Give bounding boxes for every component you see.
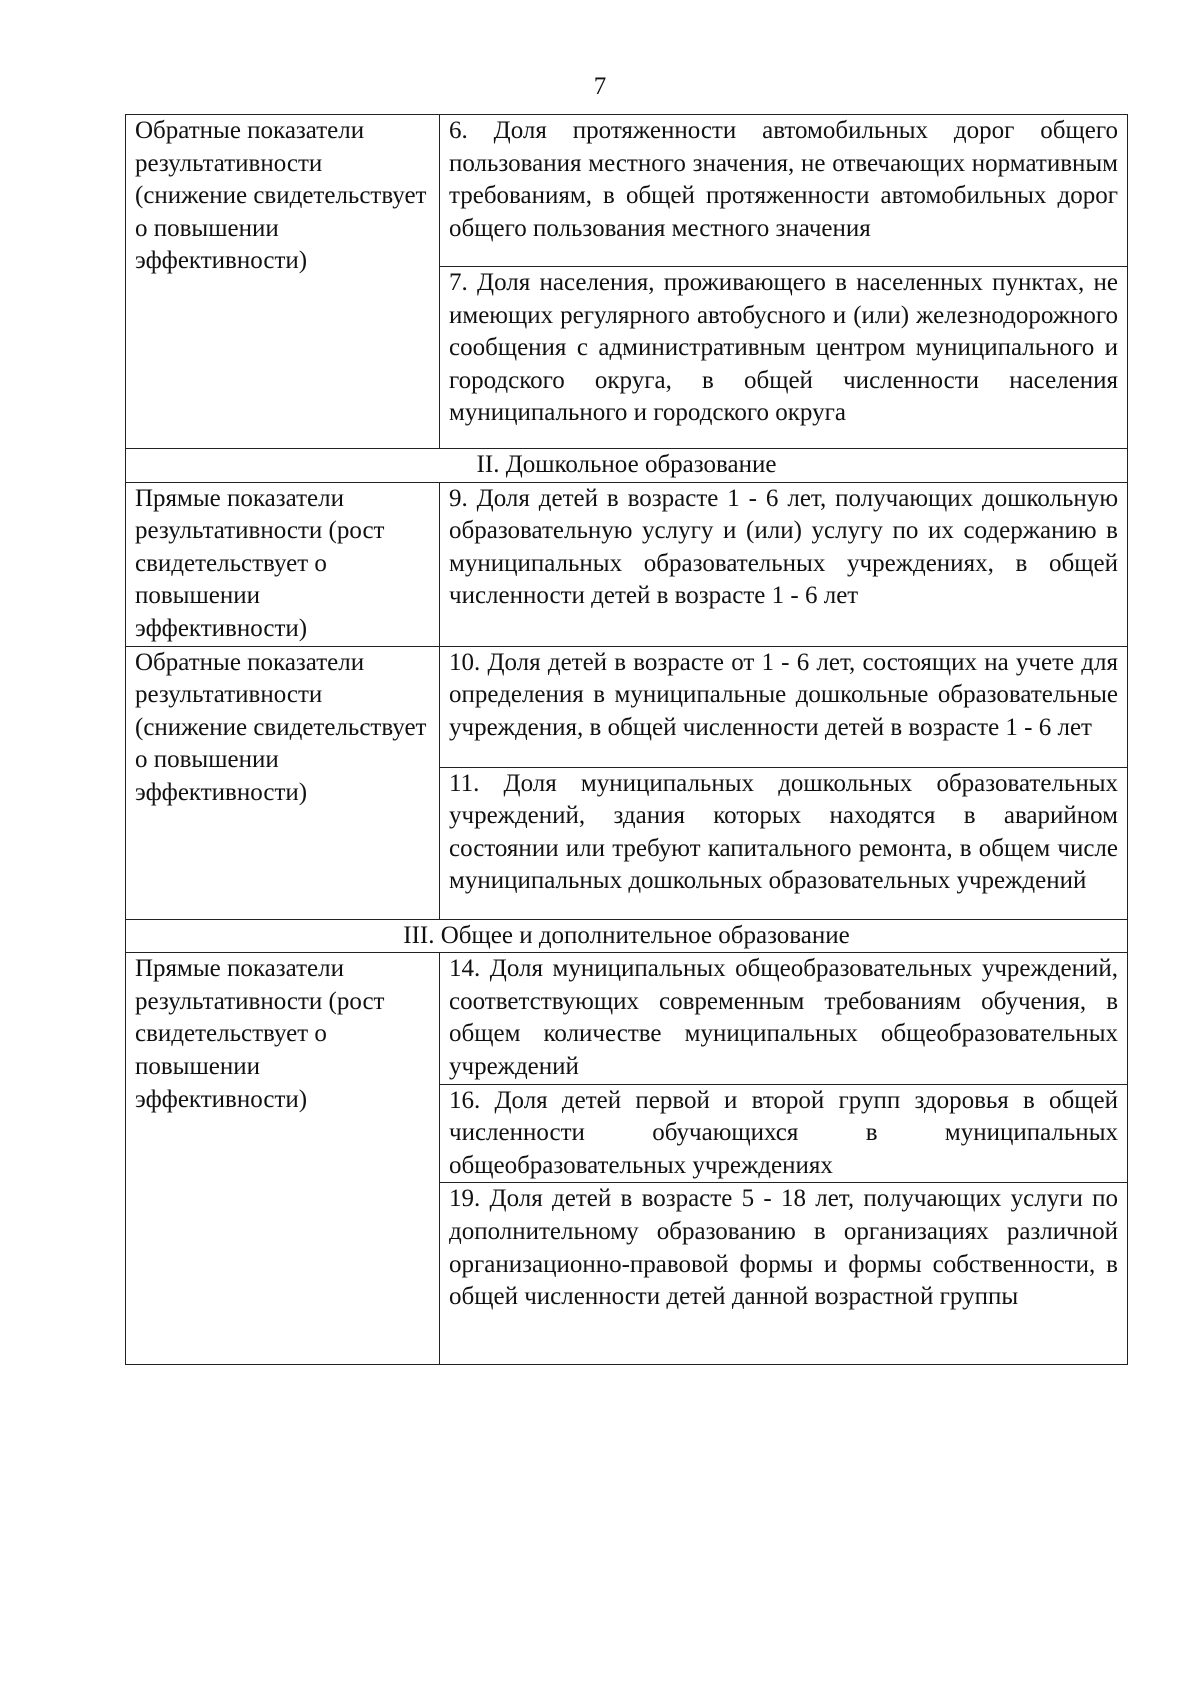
indicator-cell: 11. Доля муниципальных дошкольных образовательных учреждений, здания которых находятся в аварийном состоянии или требуют капитального ремонта, в общем числе муниципальных дошкольных образовательных учреждений [440,767,1128,919]
indicator-cell: 6. Доля протяженности автомобильных дорог общего пользования местного значения, не отвечающих нормативным требованиям, в общей протяженности автомобильных дорог общего пользования местного значения [440,115,1128,267]
category-cell: Прямые показатели результативности (рост свидетельствует о повышении эффективности) [126,953,440,1365]
indicator-cell: 9. Доля детей в возрасте 1 - 6 лет, получающих дошкольную образовательную услугу и (или) услугу по их содержанию в муниципальных образовательных учреждениях, в общей численности детей в возрасте 1 - 6 лет [440,482,1128,646]
section-row [126,919,1128,953]
section-row [126,449,1128,483]
indicator-cell: 19. Доля детей в возрасте 5 - 18 лет, получающих услуги по дополнительному образованию в организациях различной организационно-правовой формы и формы собственности, в общей численности детей данной возрастной группы [440,1183,1128,1365]
category-cell: Прямые показатели результативности (рост свидетельствует о повышении эффективности) [126,482,440,646]
page-number: 7 [593,73,607,100]
category-cell: Обратные показатели результативности (снижение свидетельствует о повышении эффективности) [126,115,440,449]
indicator-cell: 7. Доля населения, проживающего в населенных пунктах, не имеющих регулярного автобусного и (или) железнодорожного сообщения с административным центром муниципального и городского округа, в общей численности населения муниципального и городского округа [440,267,1128,449]
table-row [126,953,1128,1084]
indicator-cell: 14. Доля муниципальных общеобразовательных учреждений, соответствующих современным требованиям обучения, в общем количестве муниципальных общеобразовательных учреждений [440,953,1128,1084]
table-row [126,115,1128,267]
indicator-cell: 10. Доля детей в возрасте от 1 - 6 лет, состоящих на учете для определения в муниципальные дошкольные образовательные учреждения, в общей численности детей в возрасте 1 - 6 лет [440,646,1128,767]
category-cell: Обратные показатели результативности (снижение свидетельствует о повышении эффективности) [126,646,440,919]
table-row [126,482,1128,646]
section-heading: III. Общее и дополнительное образование [126,919,1128,953]
indicators-table [125,114,1128,1365]
indicator-cell: 16. Доля детей первой и второй групп здоровья в общей численности обучающихся в муниципальных общеобразовательных учреждениях [440,1084,1128,1183]
table-row [126,646,1128,767]
section-heading: II. Дошкольное образование [126,449,1128,483]
